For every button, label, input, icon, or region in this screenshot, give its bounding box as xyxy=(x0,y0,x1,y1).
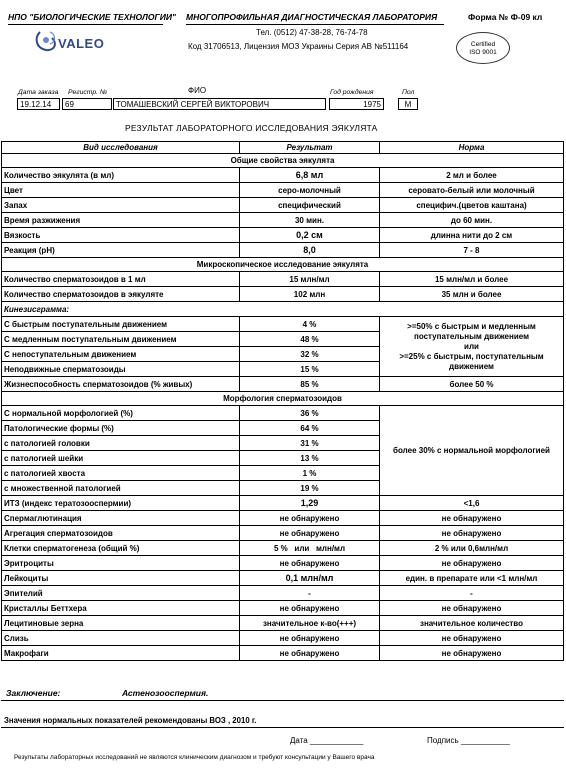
test-name: Неподвижные сперматозоиды xyxy=(2,362,240,377)
conclusion-text: Астенозооспермия. xyxy=(122,688,209,698)
test-result: 15 % xyxy=(240,362,380,377)
test-result: значительное к-во(+++) xyxy=(240,616,380,631)
who-note: Значения нормальных показателей рекомендованы ВОЗ , 2010 г. xyxy=(4,716,257,725)
test-norm: не обнаружено xyxy=(380,646,564,661)
patient-name: ТОМАШЕВСКИЙ СЕРГЕЙ ВИКТОРОВИЧ xyxy=(113,98,326,110)
column-header: Норма xyxy=(380,142,564,154)
test-name: Количество сперматозоидов в 1 мл xyxy=(2,272,240,287)
test-name: Эпителий xyxy=(2,586,240,601)
birth-year: 1975 xyxy=(329,98,384,110)
test-name: ИТЗ (индекс тератозооспермии) xyxy=(2,496,240,511)
test-norm: <1,6 xyxy=(380,496,564,511)
test-result: 1 % xyxy=(240,466,380,481)
test-norm: 2 мл и более xyxy=(380,168,564,183)
test-name: Патологические формы (%) xyxy=(2,421,240,436)
test-result: 102 млн xyxy=(240,287,380,302)
test-result: не обнаружено xyxy=(240,526,380,541)
test-result: 32 % xyxy=(240,347,380,362)
table-row xyxy=(2,317,564,332)
test-name: Запах xyxy=(2,198,240,213)
page-title: РЕЗУЛЬТАТ ЛАБОРАТОРНОГО ИССЛЕДОВАНИЯ ЭЯКУЛЯТА xyxy=(125,123,378,133)
test-name: Кристаллы Беттхера xyxy=(2,601,240,616)
test-result: 64 % xyxy=(240,421,380,436)
test-name: Жизнеспособность сперматозоидов (% живых) xyxy=(2,377,240,392)
test-norm: до 60 мин. xyxy=(380,213,564,228)
test-name: с патологией шейки xyxy=(2,451,240,466)
test-norm: специфич.(цветов каштана) xyxy=(380,198,564,213)
test-name: Макрофаги xyxy=(2,646,240,661)
test-name: Количество эякулята (в мл) xyxy=(2,168,240,183)
section-row xyxy=(2,154,564,168)
test-name: С медленным поступательным движением xyxy=(2,332,240,347)
test-result: не обнаружено xyxy=(240,556,380,571)
organization-name: НПО "БИОЛОГИЧЕСКИЕ ТЕХНОЛОГИИ" xyxy=(8,12,176,22)
table-row xyxy=(2,526,564,541)
test-result: 30 мин. xyxy=(240,213,380,228)
section-row xyxy=(2,392,564,406)
test-norm: значительное количество xyxy=(380,616,564,631)
test-name: Эритроциты xyxy=(2,556,240,571)
test-result: 8,0 xyxy=(240,243,380,258)
test-norm: не обнаружено xyxy=(380,631,564,646)
stamp-line: Certified xyxy=(470,41,496,48)
section-title: Микроскопическое исследование эякулята xyxy=(2,258,564,272)
table-row xyxy=(2,631,564,646)
patient-sex: М xyxy=(398,98,418,110)
test-result: 4 % xyxy=(240,317,380,332)
divider xyxy=(1,700,564,701)
test-norm: 35 млн и более xyxy=(380,287,564,302)
subsection-row xyxy=(2,302,564,317)
footer-disclaimer: Результаты лабораторных исследований не являются клиническим диагнозом и требуют консультации у Вашего врача xyxy=(14,754,375,761)
norm-line: >=50% с быстрым и медленным xyxy=(407,321,536,331)
divider xyxy=(8,24,163,25)
section-title: Морфология сперматозоидов xyxy=(2,392,564,406)
test-norm: более 50 % xyxy=(380,377,564,392)
test-result: не обнаружено xyxy=(240,631,380,646)
test-norm: един. в препарате или <1 млн/мл xyxy=(380,571,564,586)
conclusion-label: Заключение: xyxy=(6,688,61,698)
reg-label: Регистр. № xyxy=(68,89,108,96)
test-name: с патологией головки xyxy=(2,436,240,451)
test-norm: - xyxy=(380,586,564,601)
test-name: Время разжижения xyxy=(2,213,240,228)
table-row xyxy=(2,272,564,287)
table-row xyxy=(2,213,564,228)
year-label: Год рождения xyxy=(330,89,374,96)
test-result: 15 млн/мл xyxy=(240,272,380,287)
iso-stamp xyxy=(456,32,510,64)
test-norm: 15 млн/мл и более xyxy=(380,272,564,287)
table-row xyxy=(2,586,564,601)
table-row xyxy=(2,377,564,392)
divider xyxy=(1,727,564,728)
section-row xyxy=(2,258,564,272)
test-name: Слизь xyxy=(2,631,240,646)
logo-text: VALEO xyxy=(58,36,105,51)
column-header: Вид исследования xyxy=(2,142,240,154)
test-name: Лейкоциты xyxy=(2,571,240,586)
test-result: - xyxy=(240,586,380,601)
date-label: Дата заказа xyxy=(18,89,59,96)
order-date: 19.12.14 xyxy=(17,98,60,110)
table-row xyxy=(2,198,564,213)
norm-line: движением xyxy=(449,361,494,371)
divider xyxy=(186,24,444,25)
lab-name: МНОГОПРОФИЛЬНАЯ ДИАГНОСТИЧЕСКАЯ ЛАБОРАТОРИЯ xyxy=(186,12,438,22)
table-row xyxy=(2,406,564,421)
test-name: Реакция (pH) xyxy=(2,243,240,258)
table-row xyxy=(2,168,564,183)
table-row xyxy=(2,556,564,571)
test-name: С быстрым поступательным движением xyxy=(2,317,240,332)
test-name: С непоступательным движением xyxy=(2,347,240,362)
test-result: 0,2 см xyxy=(240,228,380,243)
test-name: Лецитиновые зерна xyxy=(2,616,240,631)
stamp-line: ISO 9001 xyxy=(469,49,497,56)
sex-label: Пол xyxy=(402,89,415,96)
test-name: с патологией хвоста xyxy=(2,466,240,481)
table-header xyxy=(2,142,564,154)
test-name: Спермаглютинация xyxy=(2,511,240,526)
test-result: 48 % xyxy=(240,332,380,347)
test-result: 1,29 xyxy=(240,496,380,511)
test-result: 0,1 млн/мл xyxy=(240,571,380,586)
table-row xyxy=(2,511,564,526)
norm-line: поступательным движением xyxy=(413,331,530,341)
test-result: 31 % xyxy=(240,436,380,451)
test-norm: не обнаружено xyxy=(380,556,564,571)
table-row xyxy=(2,287,564,302)
test-name: Клетки сперматогенеза (общий %) xyxy=(2,541,240,556)
table-row xyxy=(2,183,564,198)
test-norm: длинна нити до 2 см xyxy=(380,228,564,243)
results-table xyxy=(1,141,564,661)
test-name: с множественной патологией xyxy=(2,481,240,496)
test-name: С нормальной морфологией (%) xyxy=(2,406,240,421)
test-name: Цвет xyxy=(2,183,240,198)
section-title: Общие свойства эякулята xyxy=(2,154,564,168)
kinesis-label: Кинезисграмма: xyxy=(2,302,564,317)
signature-line: Подпись ___________ xyxy=(427,736,510,745)
test-name: Количество сперматозоидов в эякуляте xyxy=(2,287,240,302)
table-row xyxy=(2,541,564,556)
kinesis-norm xyxy=(380,317,564,377)
form-number: Форма № Ф-09 кл xyxy=(468,12,543,22)
test-norm: не обнаружено xyxy=(380,526,564,541)
license-code: Код 31706513, Лицензия МОЗ Украины Серия АВ №511164 xyxy=(188,42,409,51)
morphology-norm: более 30% с нормальной морфологией xyxy=(380,406,564,496)
norm-line: или xyxy=(464,341,479,351)
test-name: Агрегация сперматозоидов xyxy=(2,526,240,541)
table-row xyxy=(2,571,564,586)
test-norm: серовато-белый или молочный xyxy=(380,183,564,198)
fio-label: ФИО xyxy=(188,86,207,95)
table-row xyxy=(2,646,564,661)
test-result: 6,8 мл xyxy=(240,168,380,183)
test-result: 5 % или млн/мл xyxy=(240,541,380,556)
test-result: не обнаружено xyxy=(240,601,380,616)
test-result: серо-молочный xyxy=(240,183,380,198)
test-result: специфический xyxy=(240,198,380,213)
test-norm: не обнаружено xyxy=(380,601,564,616)
test-result: 36 % xyxy=(240,406,380,421)
table-row xyxy=(2,601,564,616)
norm-line: >=25% с быстрым, поступательным xyxy=(399,351,544,361)
telephone: Тел. (0512) 47-38-28, 76-74-78 xyxy=(256,28,368,37)
test-result: не обнаружено xyxy=(240,646,380,661)
test-norm: 7 - 8 xyxy=(380,243,564,258)
table-row xyxy=(2,243,564,258)
test-result: 85 % xyxy=(240,377,380,392)
table-row xyxy=(2,228,564,243)
test-result: 19 % xyxy=(240,481,380,496)
table-row xyxy=(2,496,564,511)
table-row xyxy=(2,616,564,631)
registration-number: 69 xyxy=(62,98,112,110)
column-header: Результат xyxy=(240,142,380,154)
test-name: Вязкость xyxy=(2,228,240,243)
date-line: Дата ____________ xyxy=(290,736,364,745)
test-norm: 2 % или 0,6млн/мл xyxy=(380,541,564,556)
test-result: 13 % xyxy=(240,451,380,466)
test-result: не обнаружено xyxy=(240,511,380,526)
test-norm: не обнаружено xyxy=(380,511,564,526)
